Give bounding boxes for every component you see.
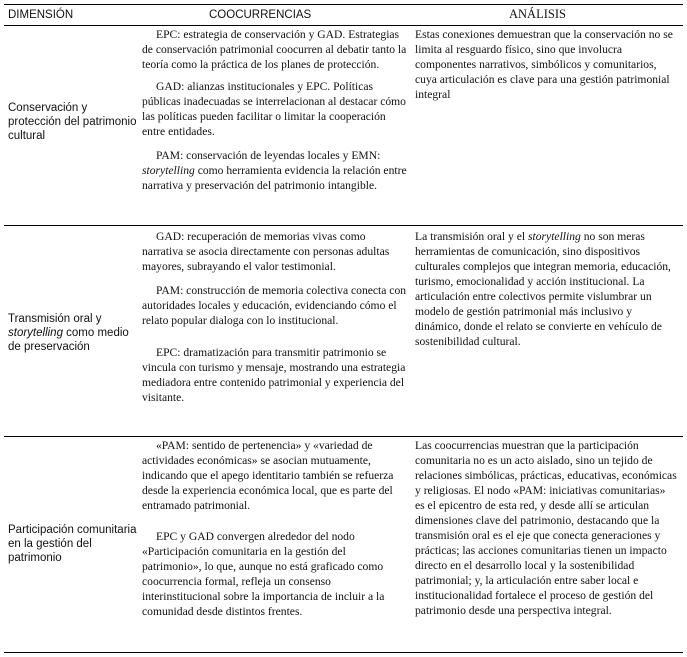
text-run: Transmisión oral y [8,313,102,325]
cooccurrence-paragraph: EPC y GAD convergen alrededor del nodo «Participación comunitaria en la gestión del patrimonio», lo que, aunque no está graficado como coocurrencia formal, refleja un consenso interinstitucional sobre la importancia de incluir a la comunidad desde distintos frentes. [142,530,385,618]
cooccurrence-paragraph: PAM: construcción de memoria colectiva conecta con autoridades locales y educación, evidenciando cómo el relato popular dialoga con lo institucional. [142,284,407,327]
text-run: no son meras herramientas de comunicación, sino dispositivos culturales complejos que integran memoria, educación, turismo, emocionalidad y acción institucional. La articulación entre colectivos permite vislumbrar un modelo de gestión patrimonial más inclusivo y dinámico, donde el relato se convierte en vehículo de sostenibilidad cultural. [415,230,671,348]
cooccurrence-paragraph: «PAM: sentido de pertenencia» y «variedad de actividades económicas» se asocian mutuamente, indicando que el apego identitario también se refuerza desde la experiencia económica local, que es parte del entramado patrimonial. [142,439,394,512]
cooccurrence-paragraph: GAD: alianzas institucionales y EPC. Políticas públicas inadecuadas se interrelacionan al destacar cómo las políticas pueden facilitar o limitar la cooperación entre entidades. [142,80,406,138]
cooccurrence-paragraph: EPC: estrategia de conservación y GAD. Estrategias de conservación patrimonial coocurren al debatir tanto la teoría como la práctica de los planes de protección. [142,28,407,71]
header-dimension: DIMENSIÓN [8,9,74,21]
text-run: PAM: conservación de leyendas locales y EMN: [156,149,381,162]
cooccurrence-cell [142,438,408,619]
dimension-cell: Conservación y protección del patrimonio cultural [8,102,137,142]
analysis-cell [415,438,677,618]
analysis-paragraph: Estas conexiones demuestran que la conservación no se limita al resguardo físico, sino que involucra componentes narrativos, simbólicos y comunitarios, cuya articulación es clave para una gestión patrimonial integral [415,28,673,101]
italic-term: storytelling [528,230,581,243]
table-row [4,25,683,226]
text-run: La transmisión oral y el [415,230,529,243]
cooccurrence-paragraph: EPC: dramatización para transmitir patrimonio se vincula con turismo y mensaje, mostrando una estrategia mediadora entre contenido patrimonial y experiencia del visitante. [142,346,406,404]
cooccurrence-paragraph: GAD: recuperación de memorias vivas como narrativa se asocia directamente con personas adultas mayores, subrayando el valor testimonial. [142,230,390,273]
cooccurrence-table [4,4,683,653]
table-row [4,437,683,653]
cooccurrence-paragraph [142,148,408,193]
analysis-paragraph: Las coocurrencias muestran que la participación comunitaria no es un acto aislado, sino un tejido de relaciones simbólicas, prácticas, educativas, económicas y religiosas. El nodo «PAM: iniciativas comunitarias» es el epicentro de esta red, y desde allí se articulan dimensiones clave del patrimonio, destacando que la transmisión oral es el eje que conecta generaciones y prácticas; las acciones comunitarias tienen un impacto directo en el desarrollo local y la sostenibilidad patrimonial; y, la articulación entre saber local e institucionalidad fortalece el proceso de gestión del patrimonio desde una perspectiva integral. [415,439,677,617]
table-row [4,226,683,437]
header-analysis: ANÁLISIS [509,7,566,21]
cooccurrence-cell [142,229,408,405]
analysis-cell [415,229,677,349]
text-run: como herramienta evidencia la relación entre narrativa y preservación del patrimonio intangible. [142,164,407,192]
italic-term: storytelling [142,164,195,177]
analysis-paragraph [415,229,677,349]
header-cooccurrences: COOCURRENCIAS [209,9,312,21]
cooccurrence-cell [142,27,408,193]
dimension-cell [8,312,140,354]
analysis-cell [415,27,677,102]
table-header [4,5,683,26]
text-run: como medio de preservación [8,327,129,353]
dimension-cell: Participación comunitaria en la gestión del patrimonio [8,524,137,564]
italic-term: storytelling [8,327,63,339]
